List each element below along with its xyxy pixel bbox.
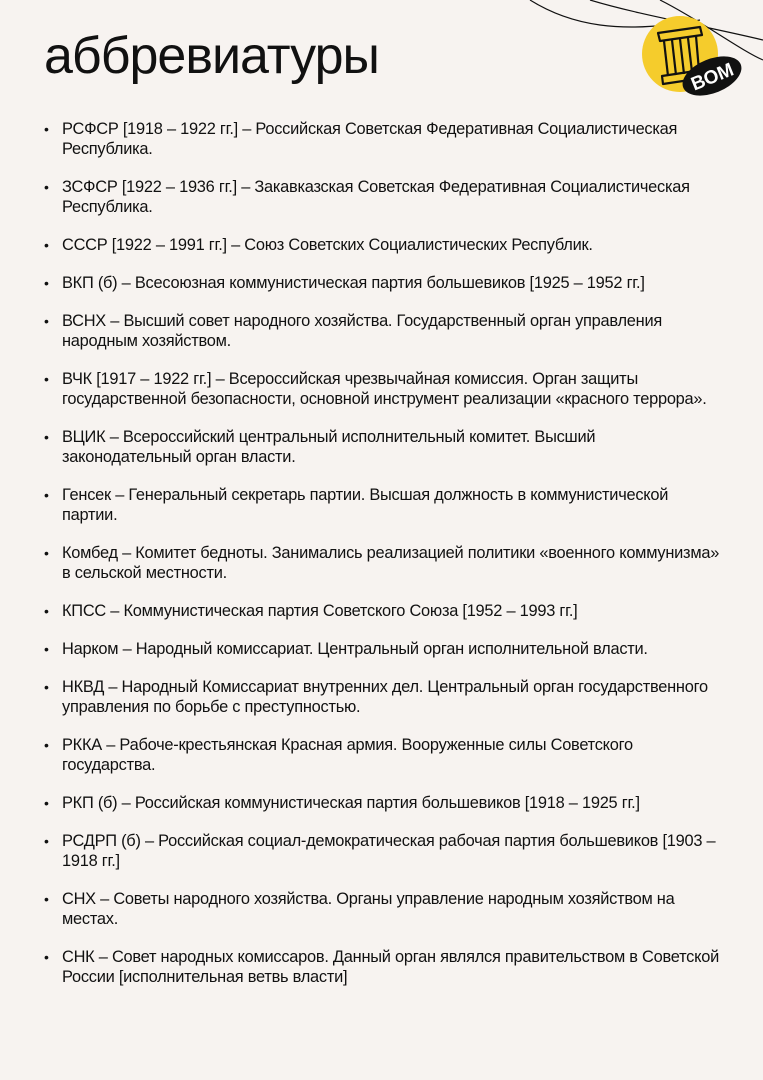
item-text: ВКП (б) – Всесоюзная коммунистическая партия большевиков [1925 – 1952 гг.] — [62, 274, 645, 292]
item-text: ВЧК [1917 – 1922 гг.] – Всероссийская чрезвычайная комиссия. Орган защиты государственной безопасности, основной инструмент реализации «красного террора». — [62, 370, 707, 408]
bullet: • — [44, 949, 49, 965]
list-item — [44, 831, 724, 871]
item-text: ЗСФСР [1922 – 1936 гг.] – Закавказская Советская Федеративная Социалистическая Республика. — [62, 178, 690, 216]
bullet: • — [44, 237, 49, 253]
list-item — [44, 639, 724, 659]
bullet: • — [44, 487, 49, 503]
list-item — [44, 543, 724, 583]
item-text: СССР [1922 – 1991 гг.] – Союз Советских Социалистических Республик. — [62, 236, 593, 254]
page-title: аббревиатуры — [44, 27, 379, 85]
bullet: • — [44, 545, 49, 561]
bullet: • — [44, 429, 49, 445]
item-text: РСФСР [1918 – 1922 гг.] – Российская Советская Федеративная Социалистическая Республика. — [62, 120, 678, 158]
logo — [622, 8, 746, 108]
list-item — [44, 677, 724, 717]
bullet: • — [44, 795, 49, 811]
logo-label: ВОМ — [688, 59, 737, 96]
list-item — [44, 601, 724, 621]
bullet: • — [44, 313, 49, 329]
bullet: • — [44, 891, 49, 907]
list-item — [44, 889, 724, 929]
item-text: РКП (б) – Российская коммунистическая партия большевиков [1918 – 1925 гг.] — [62, 794, 640, 812]
bullet: • — [44, 121, 49, 137]
bullet: • — [44, 737, 49, 753]
item-text: СНХ – Советы народного хозяйства. Органы управление народным хозяйством на местах. — [62, 890, 675, 928]
item-text: РСДРП (б) – Российская социал-демократическая рабочая партия большевиков [1903 – 1918 гг.] — [62, 832, 716, 870]
bullet: • — [44, 833, 49, 849]
item-text: КПСС – Коммунистическая партия Советского Союза [1952 – 1993 гг.] — [62, 602, 578, 620]
item-text: НКВД – Народный Комиссариат внутренних дел. Центральный орган государственного управления по борьбе с преступностью. — [62, 678, 708, 716]
list-item — [44, 235, 724, 255]
item-text: ВСНХ – Высший совет народного хозяйства. Государственный орган управления народным хозяйством. — [62, 312, 662, 350]
list-item — [44, 311, 724, 351]
item-text: Комбед – Комитет бедноты. Занимались реализацией политики «военного коммунизма» в сельской местности. — [62, 544, 720, 582]
bullet: • — [44, 679, 49, 695]
item-text: РККА – Рабоче-крестьянская Красная армия. Вооруженные силы Советского государства. — [62, 736, 633, 774]
bullet: • — [44, 179, 49, 195]
list-item — [44, 427, 724, 467]
bullet: • — [44, 275, 49, 291]
item-text: Нарком – Народный комиссариат. Центральный орган исполнительной власти. — [62, 640, 648, 658]
bullet: • — [44, 371, 49, 387]
item-text: СНК – Совет народных комиссаров. Данный орган являлся правительством в Советской России [исполнительная ветвь власти] — [62, 948, 719, 986]
bullet: • — [44, 603, 49, 619]
bullet: • — [44, 641, 49, 657]
list-item — [44, 485, 724, 525]
item-text: ВЦИК – Всероссийский центральный исполнительный комитет. Высший законодательный орган власти. — [62, 428, 596, 466]
list-item — [44, 735, 724, 775]
abbreviation-list — [44, 119, 724, 1005]
list-item — [44, 369, 724, 409]
list-item — [44, 119, 724, 159]
list-item — [44, 273, 724, 293]
item-text: Генсек – Генеральный секретарь партии. Высшая должность в коммунистической партии. — [62, 486, 669, 524]
list-item — [44, 793, 724, 813]
list-item — [44, 947, 724, 987]
list-item — [44, 177, 724, 217]
